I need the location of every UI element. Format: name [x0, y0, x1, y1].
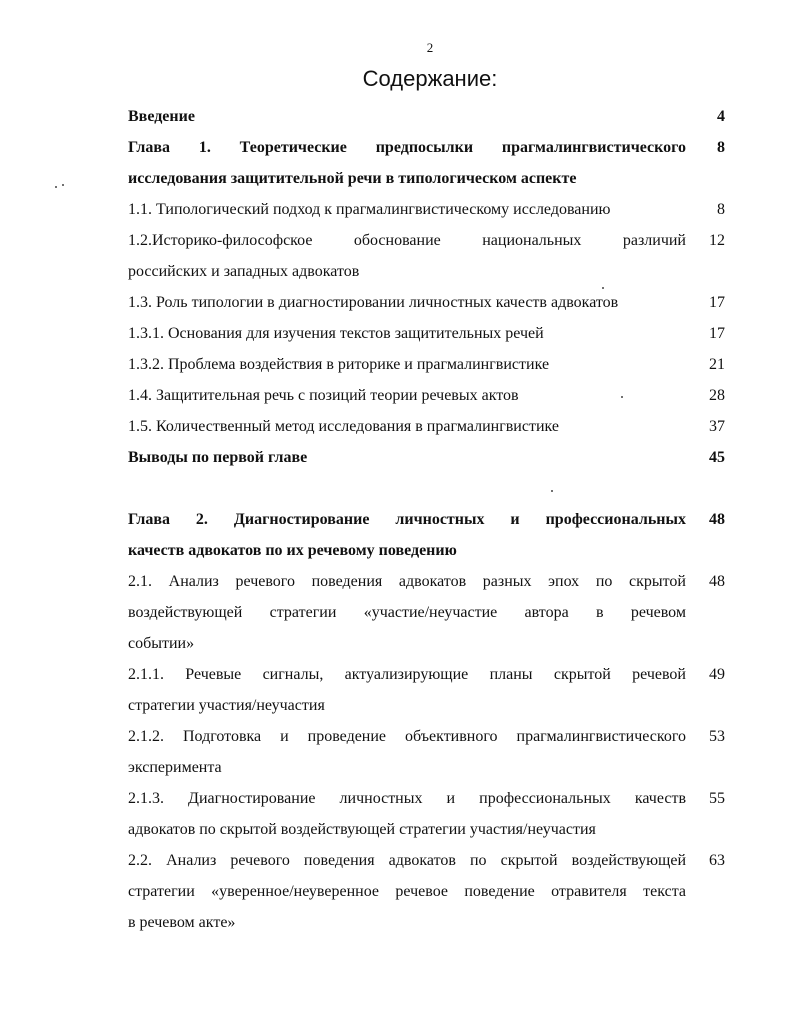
toc-entry-title	[128, 318, 686, 349]
scan-speck	[55, 186, 57, 188]
toc-entry-page: 45	[709, 449, 725, 466]
page-title: Содержание:	[362, 66, 498, 91]
toc-entry-line: стратегии участия/неучастия	[128, 697, 325, 714]
toc-entry-title	[128, 845, 686, 938]
toc-entry-page: 48	[709, 573, 725, 590]
toc-entry-line: эксперимента	[128, 759, 222, 776]
toc-entry	[128, 566, 725, 659]
toc-entry-page: 8	[717, 139, 725, 156]
toc-entry-title	[128, 132, 686, 194]
toc-entry	[128, 132, 725, 194]
toc-entry-line: Глава 2. Диагностирование личностных и профессиональных	[128, 511, 686, 528]
toc-entry-title	[128, 380, 686, 411]
toc-entry-line: 2.1.2. Подготовка и проведение объективного прагмалингвистического	[128, 728, 686, 745]
toc-entry-line: исследования защитительной речи в типологическом аспекте	[128, 170, 577, 187]
toc-entry-line: 1.1. Типологический подход к прагмалингвистическому исследованию	[128, 201, 611, 218]
toc-entry	[128, 287, 725, 318]
toc-entry-page: 17	[709, 325, 725, 342]
toc-entry-line: 2.1. Анализ речевого поведения адвокатов разных эпох по скрытой	[128, 573, 686, 590]
toc-entry	[128, 194, 725, 225]
toc-entry-page: 37	[709, 418, 725, 435]
toc-entry	[128, 349, 725, 380]
scan-speck	[621, 396, 623, 398]
toc-entry	[128, 845, 725, 938]
toc-entry-page: 53	[709, 728, 725, 745]
toc-entry-page: 63	[709, 852, 725, 869]
toc-entry-page: 28	[709, 387, 725, 404]
toc-entry-line: событии»	[128, 635, 195, 652]
toc-entry-title	[128, 659, 686, 721]
toc-entry-line: 1.3.2. Проблема воздействия в риторике и прагмалингвистике	[128, 356, 550, 373]
toc-entry	[128, 659, 725, 721]
toc-entry-title	[128, 411, 686, 442]
toc-entry-line: стратегии «уверенное/неуверенное речевое поведение отравителя текста	[128, 883, 686, 900]
toc-entry-line: российских и западных адвокатов	[128, 263, 360, 280]
toc-entry-title	[128, 721, 686, 783]
toc-entry-page: 49	[709, 666, 725, 683]
toc-entry	[128, 504, 725, 566]
toc-entry-line: 1.2.Историко-философское обоснование национальных различий	[128, 232, 686, 249]
toc-entry-line: воздействующей стратегии «участие/неучастие автора в речевом	[128, 604, 686, 621]
scan-speck	[62, 184, 64, 186]
toc-entry	[128, 442, 725, 473]
toc-entry	[128, 225, 725, 287]
toc-entry-title	[128, 101, 686, 132]
toc-entry-line: 1.3. Роль типологии в диагностировании личностных качеств адвокатов	[128, 294, 619, 311]
toc-entry-title	[128, 225, 686, 287]
section-gap	[128, 473, 725, 504]
toc-entry-title	[128, 566, 686, 659]
toc-entry-page: 8	[717, 201, 725, 218]
toc-entry-line: Выводы по первой главе	[128, 449, 308, 466]
toc-entry-line: Глава 1. Теоретические предпосылки прагмалингвистического	[128, 139, 686, 156]
toc-entry-page: 48	[709, 511, 725, 528]
toc-entry	[128, 721, 725, 783]
toc-entry-page: 21	[709, 356, 725, 373]
toc-entry-page: 12	[709, 232, 725, 249]
toc-entry-title	[128, 194, 686, 225]
toc-entry-page: 55	[709, 790, 725, 807]
toc-entry-line: Введение	[128, 108, 195, 125]
toc-entry	[128, 318, 725, 349]
toc-entry-line: адвокатов по скрытой воздействующей стратегии участия/неучастия	[128, 821, 596, 838]
toc-entry-line: 1.5. Количественный метод исследования в прагмалингвистике	[128, 418, 559, 435]
toc-entry-line: 2.2. Анализ речевого поведения адвокатов по скрытой воздействующей	[128, 852, 686, 869]
page-number: 2	[426, 40, 434, 55]
toc-entry-page: 4	[717, 108, 725, 125]
toc-entry-line: качеств адвокатов по их речевому поведению	[128, 542, 457, 559]
scan-speck	[602, 287, 604, 289]
scan-speck	[551, 490, 553, 492]
toc-entry	[128, 783, 725, 845]
toc-entry-line: 1.3.1. Основания для изучения текстов защитительных речей	[128, 325, 544, 342]
toc-entry-title	[128, 504, 686, 566]
toc-entry-line: 2.1.1. Речевые сигналы, актуализирующие планы скрытой речевой	[128, 666, 686, 683]
toc-entry	[128, 380, 725, 411]
toc-entry	[128, 101, 725, 132]
toc-entry	[128, 411, 725, 442]
toc-entry-title	[128, 287, 686, 318]
toc-entry-page: 17	[709, 294, 725, 311]
toc-entry-title	[128, 349, 686, 380]
toc-entry-line: в речевом акте»	[128, 914, 236, 931]
toc-entry-title	[128, 442, 686, 473]
toc-entry-title	[128, 783, 686, 845]
table-of-contents	[128, 101, 725, 938]
toc-entry-line: 2.1.3. Диагностирование личностных и профессиональных качеств	[128, 790, 686, 807]
toc-entry-line: 1.4. Защитительная речь с позиций теории речевых актов	[128, 387, 519, 404]
